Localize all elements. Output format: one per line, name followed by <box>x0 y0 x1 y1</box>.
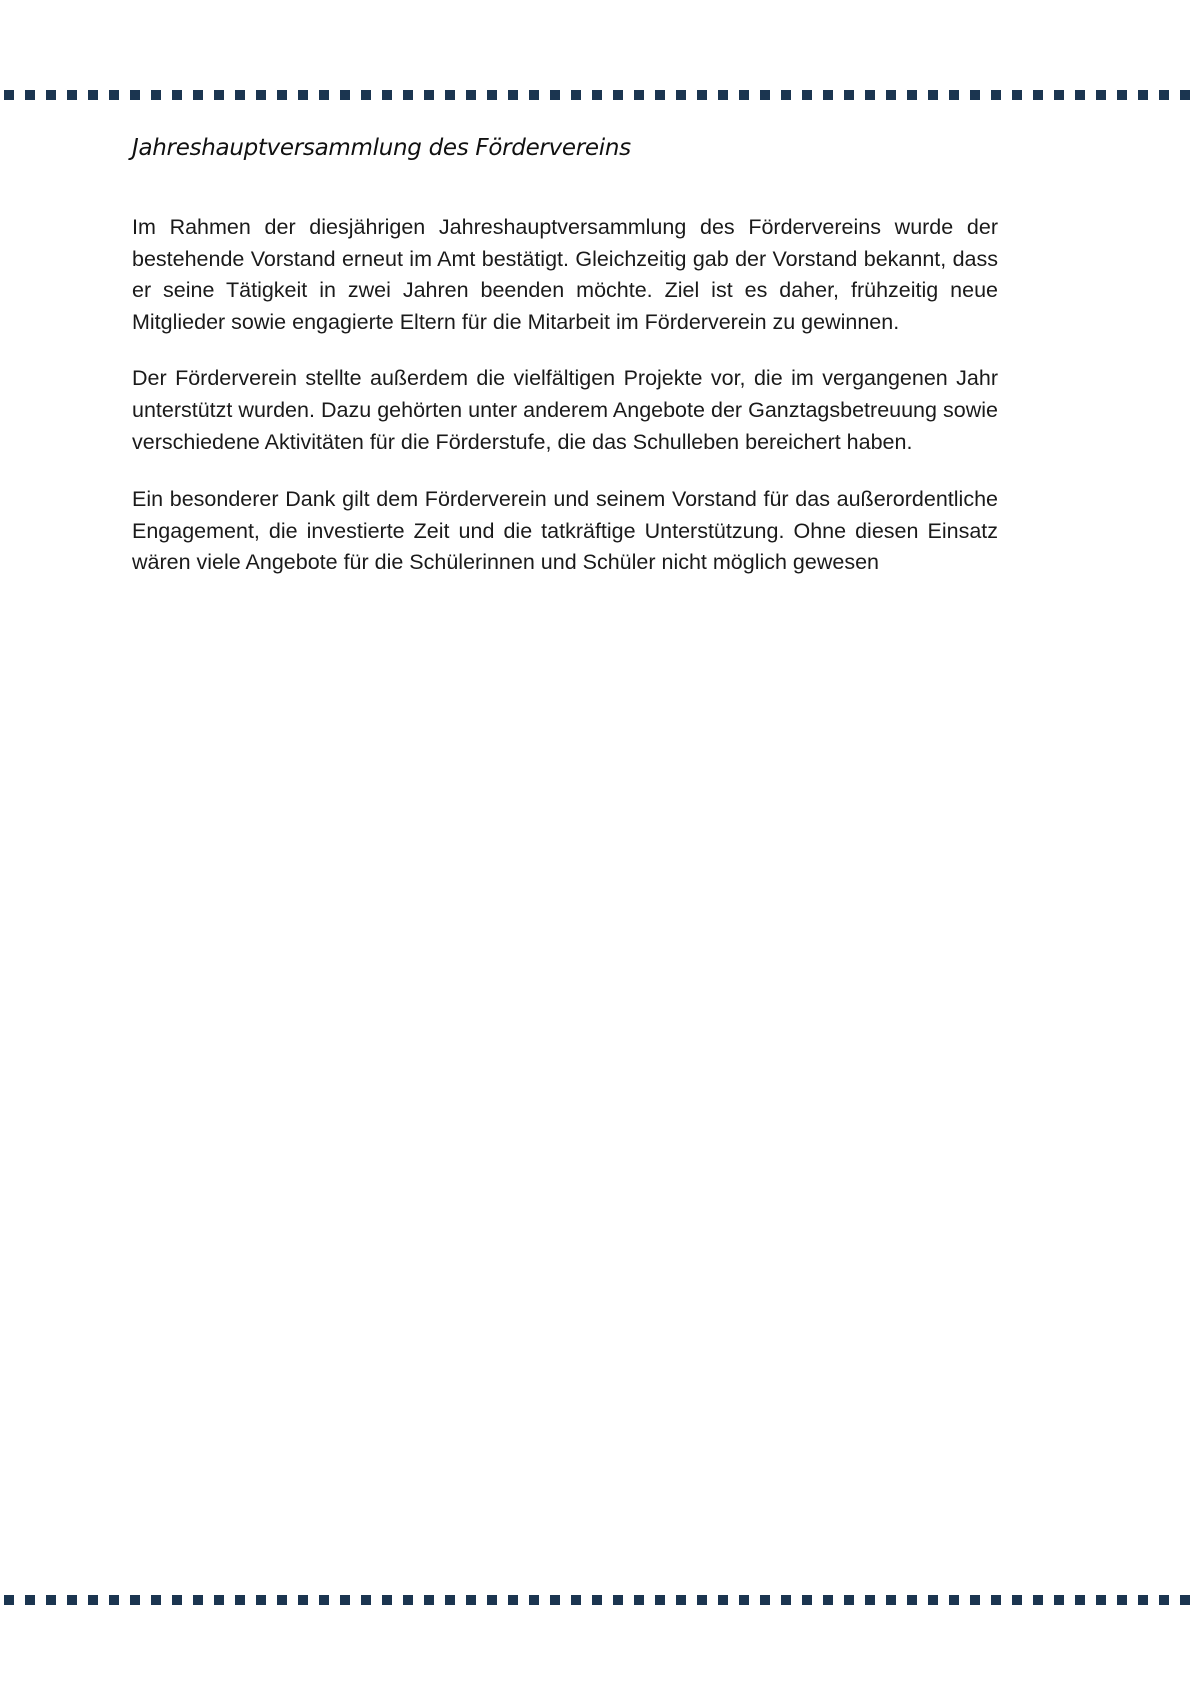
document-content <box>132 128 998 579</box>
bottom-dotted-border <box>4 1595 1190 1605</box>
paragraph-projects: Der Förderverein stellte außerdem die vielfältigen Projekte vor, die im vergangenen Jahr unterstützt wurden. Dazu gehörten unter anderem Angebote der Ganztagsbetreuung sowie verschiedene Aktivitäten für die Förderstufe, die das Schulleben bereichert haben. <box>132 366 998 454</box>
top-dotted-border <box>4 90 1190 100</box>
document-title: Jahreshauptversammlung des Fördervereins <box>132 135 631 161</box>
paragraph-thanks: Ein besonderer Dank gilt dem Förderverein und seinem Vorstand für das außerordentliche Engagement, die investierte Zeit und die tatkräftige Unterstützung. Ohne diesen Einsatz wären viele Angebote für die Schülerinnen und Schüler nicht möglich gewesen <box>132 487 998 575</box>
paragraph-board-confirmed: Im Rahmen der diesjährigen Jahreshauptversammlung des Fördervereins wurde der bestehende Vorstand erneut im Amt bestätigt. Gleichzeitig gab der Vorstand bekannt, dass er seine Tätigkeit in zwei Jahren beenden möchte. Ziel ist es daher, frühzeitig neue Mitglieder sowie engagierte Eltern für die Mitarbeit im Förderverein zu gewinnen. <box>132 215 998 334</box>
